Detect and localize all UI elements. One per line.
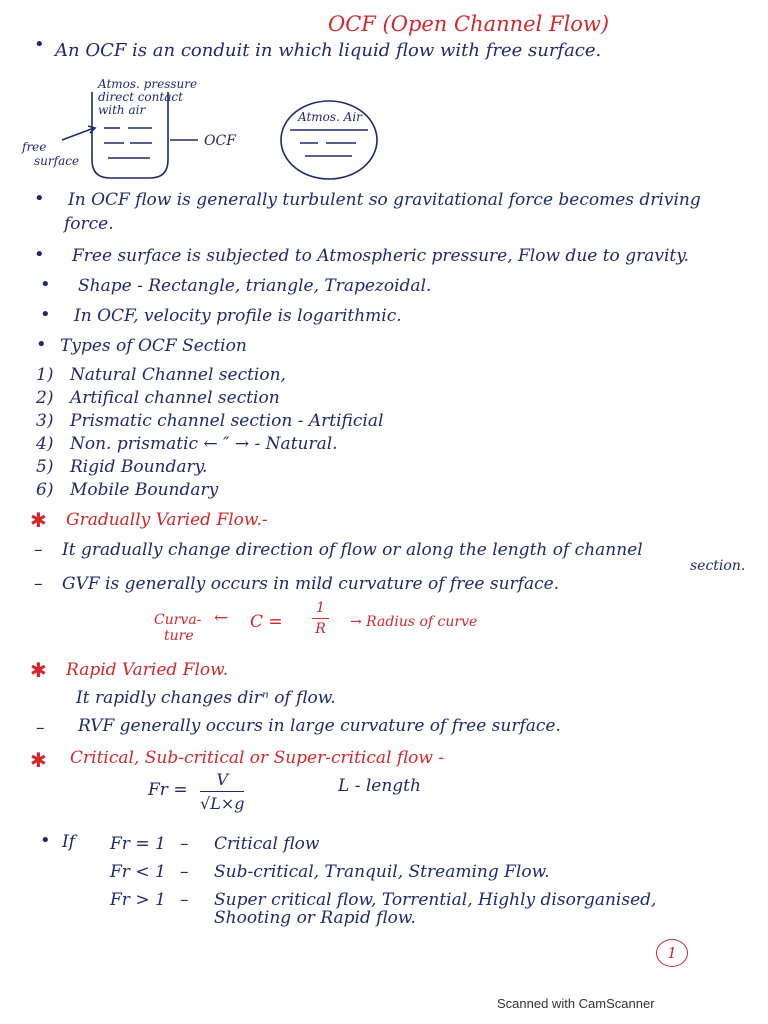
gvf-dash: – <box>34 574 43 594</box>
scanner-watermark: Scanned with CamScanner <box>497 996 655 1011</box>
point-free-surface: Free surface is subjected to Atmospheric pressure, Flow due to gravity. <box>72 246 689 266</box>
free-surface-label: free surface <box>22 140 80 168</box>
rvf-dash: – <box>36 718 45 738</box>
bullet-dot: • <box>34 188 45 209</box>
page-title: OCF (Open Channel Flow) <box>328 12 610 36</box>
froude-case3-cont: Shooting or Rapid flow. <box>214 908 416 928</box>
list-item: 3) Prismatic channel section - Artificial <box>36 411 384 431</box>
critical-heading: Critical, Sub-critical or Super-critical flow - <box>70 748 445 768</box>
section-list <box>36 364 383 502</box>
froude-eq: Fr = <box>148 780 188 800</box>
curvature-fraction: $\frac{1}{R}$ <box>312 600 329 637</box>
bullet-dot: • <box>40 274 51 295</box>
ocf-label: OCF <box>204 133 236 149</box>
bullet-dot: • <box>40 304 51 325</box>
curvature-label: Curva- ture <box>154 612 202 644</box>
star-icon: ✱ <box>30 748 47 772</box>
list-item: Fr = 1 – Critical flow <box>110 834 320 854</box>
rvf-line1: It rapidly changes dirⁿ of flow. <box>76 688 336 708</box>
gvf-line1-extra: section. <box>690 558 746 574</box>
diagram-left-label: Atmos. pressure direct contact with air <box>98 77 198 117</box>
list-item: Fr > 1 – Super critical flow, Torrential, Highly disorganised, <box>110 890 657 910</box>
gvf-line1: It gradually change direction of flow or along the length of channel <box>62 540 643 560</box>
gvf-dash: – <box>34 540 43 560</box>
point-types-heading: Types of OCF Section <box>60 336 247 356</box>
gvf-heading: Gradually Varied Flow.- <box>66 510 268 530</box>
curvature-eq: C = <box>250 612 283 632</box>
bullet-dot: • <box>34 34 45 55</box>
bullet-dot: • <box>36 334 47 355</box>
list-item: 6) Mobile Boundary <box>36 480 219 500</box>
list-item: 4) Non. prismatic ← ″ → - Natural. <box>36 434 338 454</box>
list-item: 2) Artifical channel section <box>36 388 280 408</box>
bullet-dot: • <box>40 830 51 851</box>
list-item: Fr < 1 – Sub-critical, Tranquil, Streaming Flow. <box>110 862 550 882</box>
curvature-suffix: → Radius of curve <box>350 614 478 630</box>
froude-cases <box>110 830 656 914</box>
rvf-line2: RVF generally occurs in large curvature of free surface. <box>78 716 561 736</box>
definition-text: An OCF is an conduit in which liquid flow with free surface. <box>55 40 602 61</box>
length-def: L - length <box>338 776 421 796</box>
star-icon: ✱ <box>30 658 47 682</box>
atmos-air-label: Atmos. Air <box>298 110 362 124</box>
star-icon: ✱ <box>30 508 47 532</box>
froude-fraction: $\frac{V}{√L\times g}$ <box>200 770 245 813</box>
point-turbulent: In OCF flow is generally turbulent so gravitational force becomes driving <box>68 190 701 210</box>
point-velocity: In OCF, velocity profile is logarithmic. <box>74 306 402 326</box>
rvf-heading: Rapid Varied Flow. <box>66 660 229 680</box>
gvf-line2: GVF is generally occurs in mild curvature of free surface. <box>62 574 560 594</box>
bullet-dot: • <box>34 244 45 265</box>
list-item: 5) Rigid Boundary. <box>36 457 208 477</box>
list-item: 1) Natural Channel section, <box>36 365 286 385</box>
page-number: 1 <box>656 939 688 967</box>
point-turbulent-cont: force. <box>64 214 114 234</box>
point-shape: Shape - Rectangle, triangle, Trapezoidal. <box>78 276 432 296</box>
curvature-arrow: ← <box>214 608 229 628</box>
if-word: If <box>62 832 76 852</box>
